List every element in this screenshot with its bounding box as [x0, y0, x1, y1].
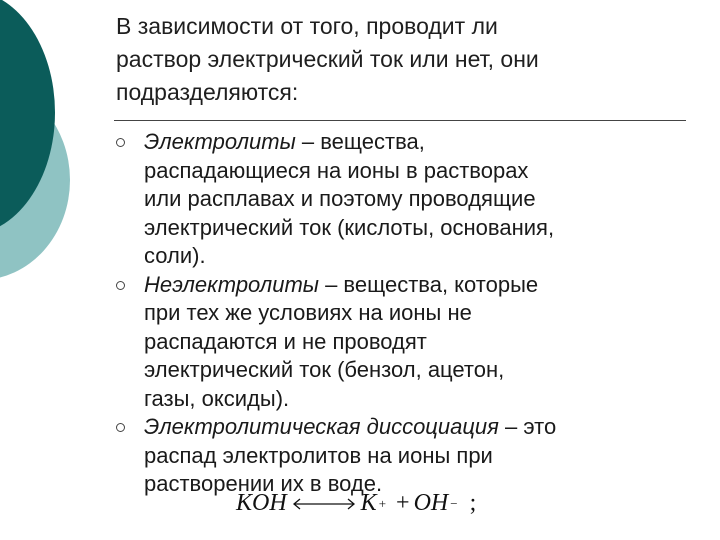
- formula-anion-charge: −: [450, 495, 458, 511]
- item-text: – это: [498, 414, 557, 439]
- title-line: подразделяются:: [116, 79, 299, 105]
- circle-bullet-icon: [116, 423, 125, 432]
- formula-anion: OH: [413, 490, 449, 516]
- list-item-nonelectrolytes: [114, 271, 694, 414]
- item-text: – вещества, которые: [318, 271, 539, 297]
- circle-bullet-icon: [116, 138, 125, 147]
- formula-cation: K: [360, 490, 377, 516]
- item-line: распадаются и не проводят: [144, 328, 427, 354]
- title-line: В зависимости от того, проводит ли: [116, 13, 498, 39]
- item-line: [144, 413, 694, 442]
- item-line: газы, оксиды).: [144, 385, 290, 411]
- item-line: [144, 128, 694, 157]
- item-line: или расплавах и поэтому проводящие: [144, 186, 536, 211]
- formula-end: ;: [469, 490, 477, 516]
- item-text: – вещества,: [295, 129, 425, 154]
- bullet-list: [114, 128, 694, 499]
- title-line: раствор электрический ток или нет, они: [116, 46, 539, 72]
- item-line: электрический ток (кислоты, основания,: [144, 214, 555, 240]
- title-divider: [114, 120, 686, 121]
- item-line: распад электролитов на ионы при: [144, 442, 493, 468]
- formula-plus: +: [396, 490, 410, 516]
- slide-title: [116, 10, 696, 109]
- item-term: Электролиты: [144, 129, 296, 154]
- item-line: распадающиеся на ионы в растворах: [144, 157, 529, 183]
- item-line: [144, 271, 694, 300]
- formula-cation-charge: +: [378, 495, 387, 511]
- item-line: при тех же условиях на ионы не: [144, 300, 472, 325]
- list-item-dissociation: [114, 413, 694, 499]
- item-term: Неэлектролиты: [144, 271, 319, 297]
- item-line: электрический ток (бензол, ацетон,: [144, 357, 505, 382]
- formula-reactant: KOH: [236, 490, 287, 516]
- list-item-electrolytes: [114, 128, 694, 271]
- item-line: соли).: [144, 243, 206, 268]
- circle-bullet-icon: [116, 281, 125, 290]
- item-line: растворении их в воде.: [144, 471, 383, 496]
- item-term: Электролитическая диссоциация: [144, 414, 499, 439]
- dissociation-formula: [236, 490, 476, 517]
- equilibrium-arrow-icon: [291, 497, 357, 511]
